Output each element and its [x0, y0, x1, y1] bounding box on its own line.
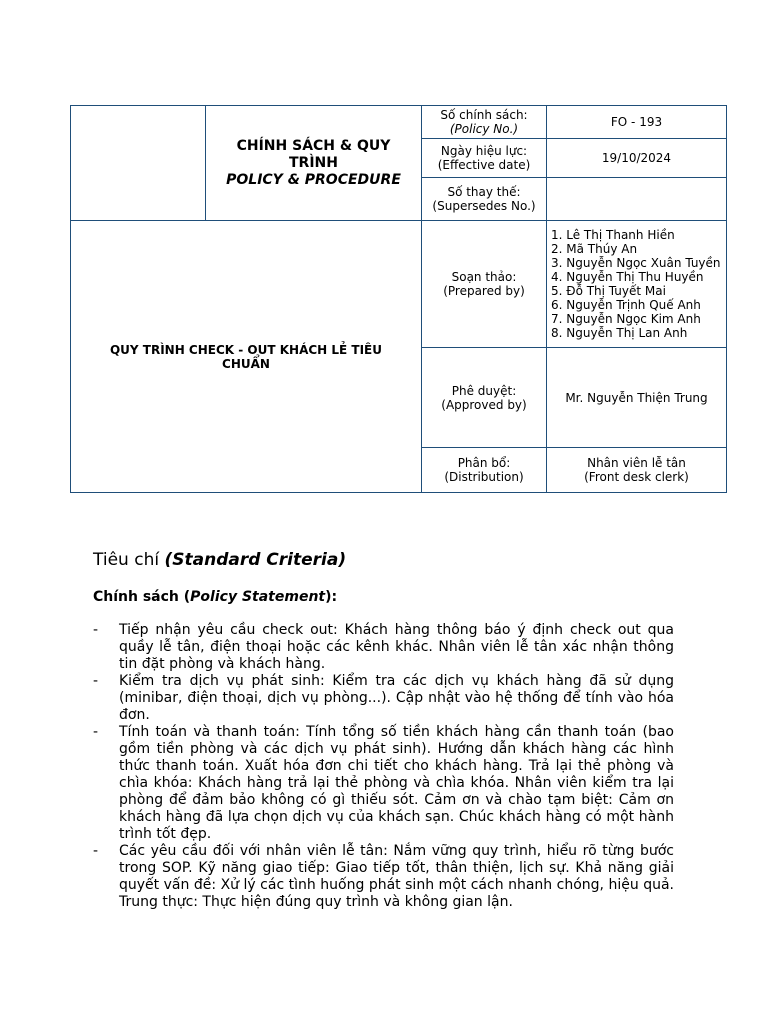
bullet-dash: - — [93, 673, 99, 689]
preparer-item: 4. Nguyễn Thị Thu Huyền — [551, 270, 704, 284]
preparer-item: 1. Lê Thị Thanh Hiền — [551, 228, 675, 242]
supersedes-label-cell — [422, 178, 547, 221]
preparer-item: 2. Mã Thúy An — [551, 242, 638, 256]
distribution-en: (Front desk clerk) — [584, 470, 689, 484]
policy-no-label-cell — [422, 106, 547, 139]
policy-statement-heading — [93, 589, 337, 605]
preparer-item: 8. Nguyễn Thị Lan Anh — [551, 326, 688, 340]
bullet-text: Kiểm tra dịch vụ phát sinh: Kiểm tra các dịch vụ khách hàng đã sử dụng (minibar, điện thoại, dịch vụ phòng...). Cập nhật vào hệ thống để tính vào hóa đơn. — [119, 673, 674, 723]
supersedes-label-en: (Supersedes No.) — [432, 199, 536, 213]
prepared-label-en: (Prepared by) — [443, 284, 525, 298]
preparer-item: 7. Nguyễn Ngọc Kim Anh — [551, 312, 701, 326]
list-item — [93, 843, 674, 911]
effective-date-label-en: (Effective date) — [437, 158, 531, 172]
prepared-label: Soạn thảo: — [451, 270, 517, 284]
title-vi: CHÍNH SÁCH & QUY TRÌNH — [236, 137, 391, 171]
section-heading-vi: Tiêu chí — [93, 550, 165, 570]
preparer-item: 3. Nguyễn Ngọc Xuân Tuyền — [551, 256, 721, 270]
bullet-dash: - — [93, 622, 99, 638]
section-heading — [93, 550, 346, 570]
approved-label-cell — [422, 348, 547, 448]
effective-date-value: 19/10/2024 — [547, 139, 727, 178]
preparer-list — [551, 228, 722, 340]
bullet-dash: - — [93, 724, 99, 740]
supersedes-value — [547, 178, 727, 221]
effective-date-label-cell — [422, 139, 547, 178]
approved-by-value: Mr. Nguyễn Thiện Trung — [547, 348, 727, 448]
logo-cell — [71, 106, 206, 221]
distribution-label-cell — [422, 448, 547, 493]
procedure-title: QUY TRÌNH CHECK - OUT KHÁCH LẺ TIÊU CHUẨN — [71, 221, 422, 493]
bullet-text: Tính toán và thanh toán: Tính tổng số tiền khách hàng cần thanh toán (bao gồm tiền phòng và các dịch vụ phát sinh). Hướng dẫn khách hàng các hình thức thanh toán. Xuất hóa đơn chi tiết cho khách hàng. Trả lại thẻ phòng và chìa khóa: Khách hàng trả lại thẻ phòng và chìa khóa. Nhân viên kiểm tra lại phòng để đảm bảo không có gì thiếu sót. Cảm ơn và chào tạm biệt: Cảm ơn khách hàng đã lựa chọn dịch vụ của khách sạn. Chúc khách hàng có một hành trình tốt đẹp. — [119, 724, 674, 842]
title-en: POLICY & PROCEDURE — [226, 171, 401, 188]
prepared-label-cell — [422, 221, 547, 348]
distribution-label: Phân bổ: — [457, 456, 511, 470]
list-item — [93, 673, 674, 724]
preparers-cell — [547, 221, 727, 348]
list-item — [93, 724, 674, 843]
bullet-dash: - — [93, 843, 99, 859]
policy-no-label-en: (Policy No.) — [449, 122, 519, 136]
distribution-vi: Nhân viên lễ tân — [587, 456, 686, 470]
preparer-item: 5. Đỗ Thị Tuyết Mai — [551, 284, 666, 298]
list-item — [93, 622, 674, 673]
supersedes-label: Số thay thế: — [447, 185, 521, 199]
policy-statement-end: ): — [325, 589, 338, 605]
policy-no-label: Số chính sách: — [440, 108, 528, 122]
distribution-label-en: (Distribution) — [444, 470, 524, 484]
policy-statement-vi: Chính sách ( — [93, 589, 191, 605]
effective-date-label: Ngày hiệu lực: — [440, 144, 528, 158]
approved-label-en: (Approved by) — [441, 397, 527, 412]
section-heading-en: (Standard Criteria) — [164, 550, 347, 570]
policy-statement-en: Policy Statement — [190, 589, 326, 605]
policy-no-value: FO - 193 — [547, 106, 727, 139]
approved-label: Phê duyệt: — [451, 383, 517, 398]
distribution-value-cell — [547, 448, 727, 493]
preparer-item: 6. Nguyễn Trịnh Quế Anh — [551, 298, 701, 312]
policy-bullet-list — [93, 622, 674, 911]
bullet-text: Tiếp nhận yêu cầu check out: Khách hàng thông báo ý định check out qua quầy lễ tân, điện thoại hoặc các kênh khác. Nhân viên lễ tân xác nhận thông tin đặt phòng và khách hàng. — [119, 622, 674, 672]
policy-header-table — [70, 105, 727, 493]
document-title-cell — [206, 106, 422, 221]
bullet-text: Các yêu cầu đối với nhân viên lễ tân: Nắm vững quy trình, hiểu rõ từng bước trong SOP. Kỹ năng giao tiếp: Giao tiếp tốt, thân thiện, lịch sự. Khả năng giải quyết vấn đề: Xử lý các tình huống phát sinh một cách nhanh chóng, hiệu quả. Trung thực: Thực hiện đúng quy trình và không gian lận. — [119, 843, 674, 910]
